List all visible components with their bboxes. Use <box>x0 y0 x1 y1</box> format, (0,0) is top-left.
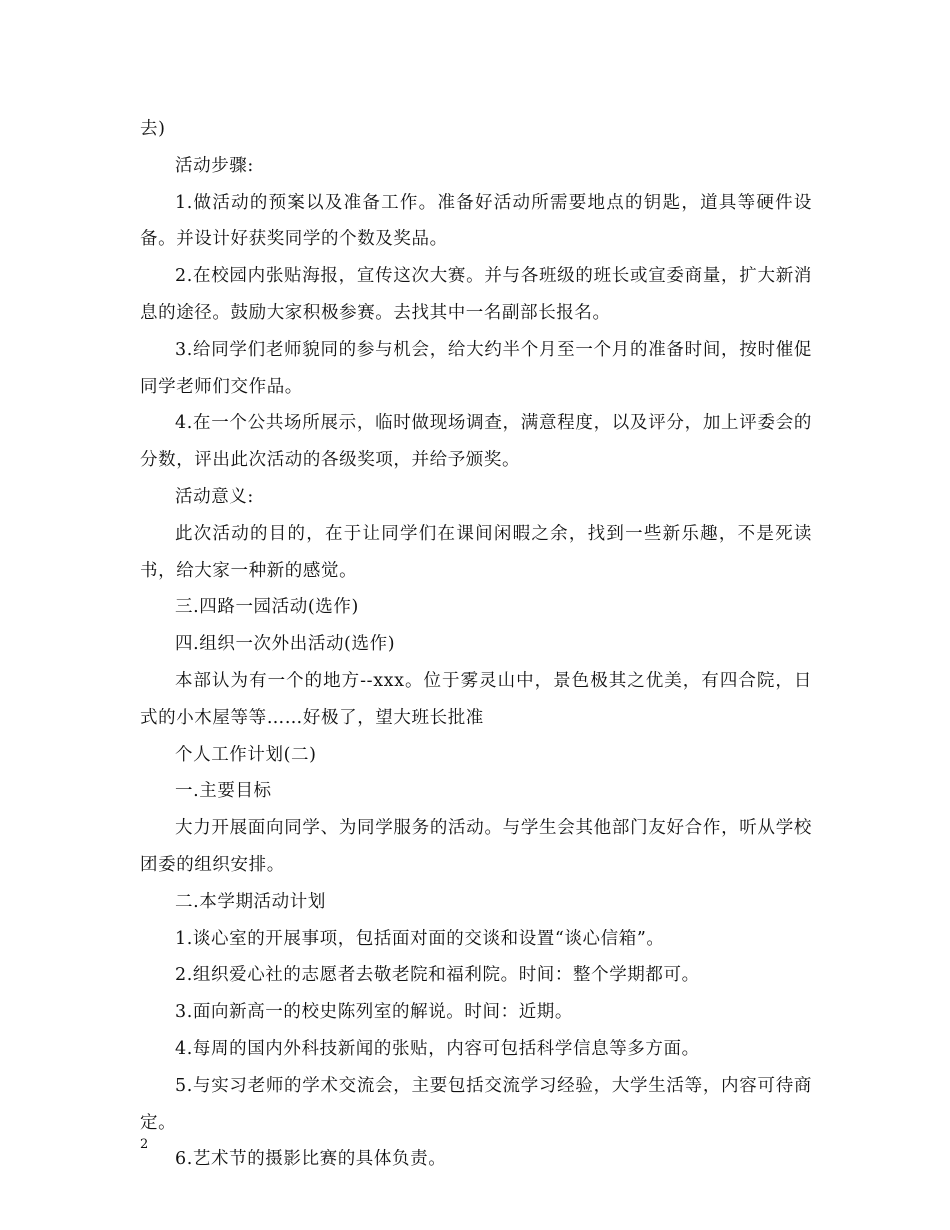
section-heading: 二.本学期活动计划 <box>175 891 326 912</box>
paragraph: 2.在校园内张贴海报，宣传这次大赛。并与各班级的班长或宣委商量，扩大新消息的途径。鼓励大家积极参赛。去找其中一名副部长报名。 <box>140 266 812 323</box>
paragraph: 大力开展面向同学、为同学服务的活动。与学生会其他部门友好合作，听从学校团委的组织安排。 <box>140 818 812 875</box>
list-item: 1.谈心室的开展事项，包括面对面的交谈和设置“谈心信箱”。 <box>175 928 665 949</box>
section-heading: 一.主要目标 <box>175 781 272 802</box>
paragraph: 1.做活动的预案以及准备工作。准备好活动所需要地点的钥匙，道具等硬件设备。并设计好获奖同学的个数及奖品。 <box>140 192 812 250</box>
paragraph: 此次活动的目的，在于让同学们在课间闲暇之余，找到一些新乐趣，不是死读书，给大家一种新的感觉。 <box>140 523 812 581</box>
paragraph: 活动步骤: <box>175 155 254 176</box>
section-heading: 活动意义: <box>175 486 254 507</box>
section-heading: 三.四路一园活动(选作) <box>175 597 359 618</box>
list-item: 6.艺术节的摄影比赛的具体负责。 <box>175 1149 447 1170</box>
paragraph: 4.在一个公共场所展示，临时做现场调查，满意程度，以及评分，加上评委会的分数，评出此次活动的各级奖项，并给予颁奖。 <box>140 413 812 471</box>
section-heading: 四.组织一次外出活动(选作) <box>175 634 396 655</box>
paragraph: 3.给同学们老师貌同的参与机会，给大约半个月至一个月的准备时间，按时催促同学老师们交作品。 <box>140 339 812 397</box>
paragraph: 去) <box>140 119 166 139</box>
document-title: 个人工作计划(二) <box>175 744 317 765</box>
document-body <box>140 111 812 1178</box>
list-item: 3.面向新高一的校史陈列室的解说。时间：近期。 <box>175 1002 573 1023</box>
paragraph: 本部认为有一个的地方--xxx。位于雾灵山中，景色极其之优美，有四合院，日式的小木屋等等……好极了，望大班长批准 <box>140 670 812 728</box>
list-item: 4.每周的国内外科技新闻的张贴，内容可包括科学信息等多方面。 <box>175 1038 700 1059</box>
list-item: 5.与实习老师的学术交流会，主要包括交流学习经验，大学生活等，内容可待商定。 <box>140 1075 812 1133</box>
list-item: 2.组织爱心社的志愿者去敬老院和福利院。时间：整个学期都可。 <box>175 965 700 986</box>
page-number: 2 <box>140 1137 149 1152</box>
